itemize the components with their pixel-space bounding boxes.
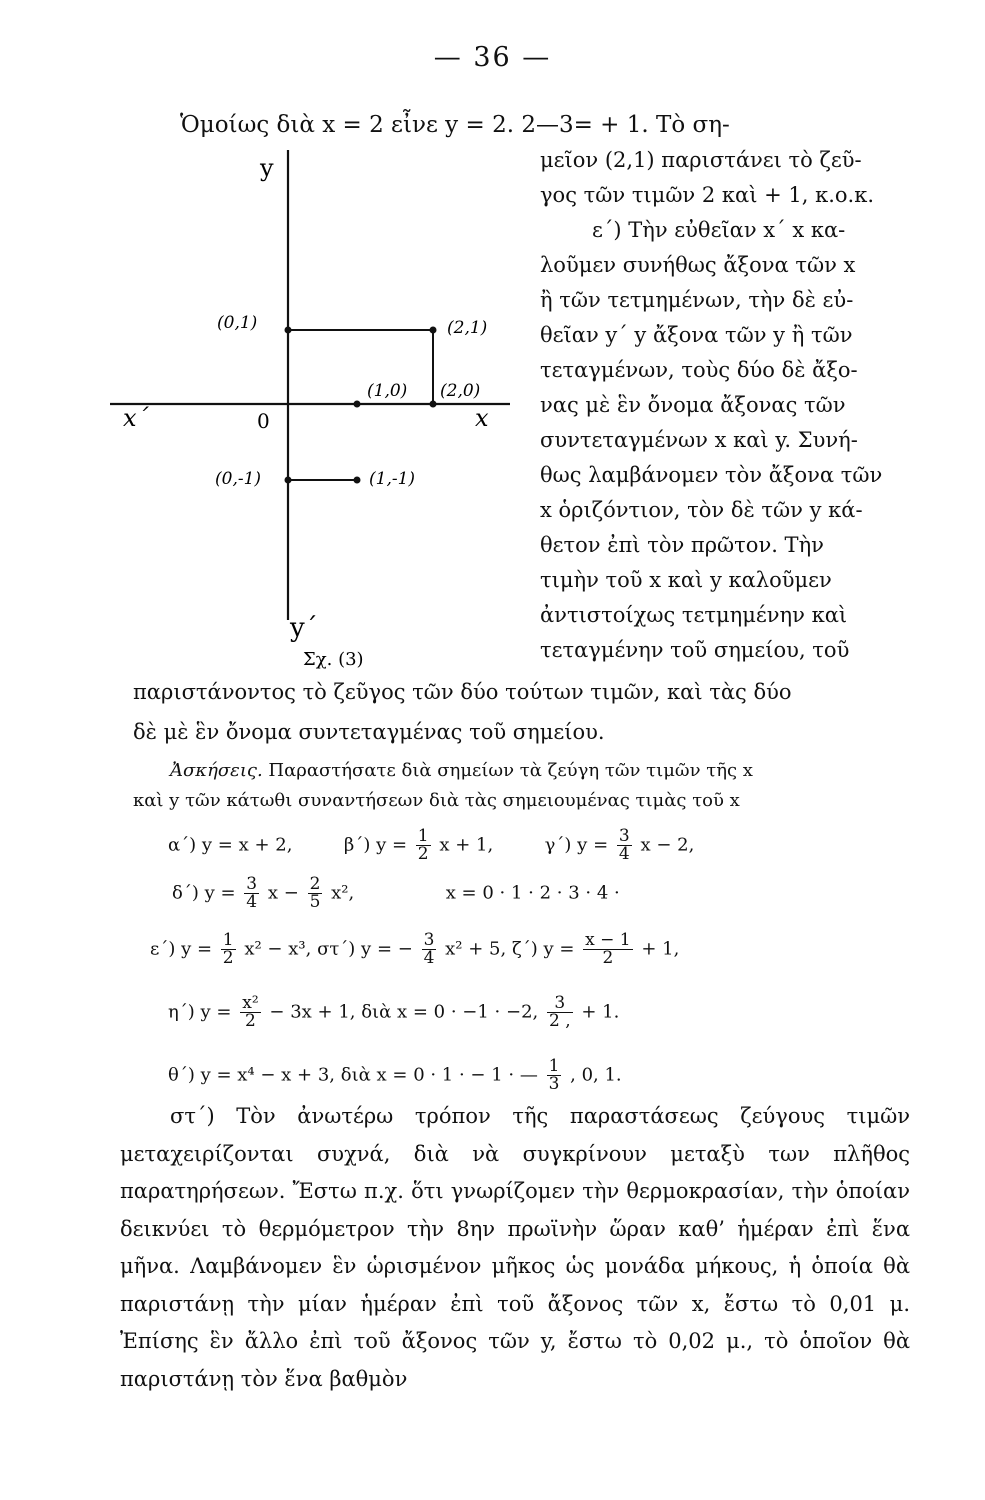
exercises-intro <box>170 760 753 781</box>
fraction: $\frac{3}{4}$ <box>246 874 258 912</box>
right-line: θεῖαν y΄ y ἄξονα τῶν y ἢ τῶν <box>540 323 853 347</box>
fraction: $\frac{2}{5}$ <box>309 874 321 912</box>
right-line: θετον ἐπὶ τὸν πρῶτον. Τὴν <box>540 533 824 557</box>
point-2-1 <box>430 327 437 334</box>
right-line: ἢ τῶν τετμημένων, τὴν δὲ εὐ- <box>540 288 854 312</box>
right-line: ἀντιστοίχως τετμημένην καὶ <box>540 603 848 627</box>
right-line: μεῖον (2,1) παριστάνει τὸ ζεῦ- <box>540 148 862 172</box>
bottom-paragraph-text: στ΄) Τὸν ἀνωτέρω τρόπον τῆς παραστάσεως ζεύγους τιμῶν μεταχειρίζονται συχνά, διὰ νὰ συγκρίνουν μεταξὺ των πλῆθος παρατηρήσεων. Ἔστω π.χ. ὅτι γνωρίζομεν τὴν θερμοκρασίαν, τὴν ὁποίαν δεικνύει τὸ θερμόμετρον τὴν 8ην πρωϊνὴν ὥραν καθ’ ἡμέραν ἐπὶ ἕνα μῆνα. Λαμβάνομεν ἓν ὡρισμένον μῆκος ὡς μονάδα μήκους, ἡ ὁποία θὰ παριστάνῃ τὴν μίαν ἡμέραν ἐπὶ τοῦ ἄξονος τῶν x, ἔστω τὸ 0,01 μ. Ἐπίσης ἓν ἄλλο ἐπὶ τοῦ ἄξονος τῶν y, ἔστω τὸ 0,02 μ., τὸ ὁποῖον θὰ παριστάνῃ τὸν ἕνα βαθμὸν <box>120 1104 910 1391</box>
figure-caption: Σχ. (3) <box>303 649 364 670</box>
point-label-1-m1: (1,-1) <box>369 469 416 489</box>
exercise-values: x = 0 · 1 · 2 · 3 · 4 · <box>445 882 620 904</box>
origin-label: 0 <box>257 409 270 433</box>
exercise-row-1: α΄) y = x + 2, β΄) y = $\frac{1}{2}$ x + 1, γ΄) y = $\frac{3}{4}$ x − 2, <box>168 826 695 864</box>
coordinate-figure <box>105 150 535 690</box>
right-column <box>540 143 920 668</box>
right-line: ε΄) Τὴν εὐθεῖαν x΄ x κα- <box>592 218 846 242</box>
fraction: $\frac{3}{2 ,}$ <box>548 993 571 1031</box>
fraction: $\frac{3}{4}$ <box>618 826 630 864</box>
exercise-row-5: θ΄) y = x⁴ − x + 3, διὰ x = 0 · 1 · − 1 · — $\frac{1}{3}$ , 0, 1. <box>168 1056 622 1094</box>
fraction: $\frac{x - 1}{2}$ <box>585 930 631 968</box>
exercise-c: γ΄) y = <box>544 834 609 856</box>
page-number: — 36 — <box>433 42 552 73</box>
exercise-a: α΄) y = x + 2, <box>168 834 293 856</box>
exercise-row-2: δ΄) y = $\frac{3}{4}$ x − $\frac{2}{5}$ x², x = 0 · 1 · 2 · 3 · 4 · <box>172 874 620 912</box>
x-axis-label: x <box>475 404 489 432</box>
right-line: συντεταγμένων x καὶ y. Συνή- <box>540 428 858 452</box>
exercise-row-4: η΄) y = $\frac{\text{x²}}{2}$ − 3x + 1, διὰ x = 0 · −1 · −2, $\frac{3}{2 ,}$ + 1. <box>168 993 620 1031</box>
bottom-paragraph <box>120 1098 910 1398</box>
point-label-0-m1: (0,-1) <box>215 469 262 489</box>
exercise-e: ε΄) y = <box>150 938 213 960</box>
right-line: τιμὴν τοῦ x καὶ y καλοῦμεν <box>540 568 832 592</box>
fraction: $\frac{1}{2}$ <box>417 826 429 864</box>
exercise-th: θ΄) y = x⁴ − x + 3, διὰ x = 0 · 1 · − 1 · — <box>168 1064 538 1086</box>
right-line: γος τῶν τιμῶν 2 καὶ + 1, κ.ο.κ. <box>540 183 875 207</box>
fraction: $\frac{1}{3}$ <box>548 1056 560 1094</box>
intro-line: Ὁμοίως διὰ x = 2 εἶνε y = 2. 2—3= + 1. Τὸ ση- <box>180 112 730 138</box>
point-label-2-1: (2,1) <box>447 318 488 338</box>
right-line: λοῦμεν συνήθως ἄξονα τῶν x <box>540 253 856 277</box>
point-2-0 <box>430 401 437 408</box>
fraction: $\frac{1}{2}$ <box>222 930 234 968</box>
right-line: x ὁριζόντιον, τὸν δὲ τῶν y κά- <box>540 498 863 522</box>
exercises-intro-1: Παραστήσατε διὰ σημείων τὰ ζεύγη τῶν τιμῶν τῆς x <box>268 760 753 781</box>
point-0-1 <box>285 327 292 334</box>
exercise-h: η΄) y = <box>168 1001 232 1023</box>
y-axis-label: y <box>260 154 274 182</box>
right-line: θως λαμβάνομεν τὸν ἄξονα τῶν <box>540 463 883 487</box>
right-line: νας μὲ ἓν ὄνομα ἄξονας τῶν <box>540 393 846 417</box>
full-line-1: παριστάνοντος τὸ ζεῦγος τῶν δύο τούτων τιμῶν, καὶ τὰς δύο <box>133 680 792 704</box>
point-label-1-0: (1,0) <box>367 381 408 401</box>
fraction: $\frac{3}{4}$ <box>423 930 435 968</box>
fraction: $\frac{\text{x²}}{2}$ <box>242 993 259 1031</box>
exercises-intro-2: καὶ y τῶν κάτωθι συναντήσεων διὰ τὰς σημειουμένας τιμὰς τοῦ x <box>133 790 740 811</box>
point-label-2-0: (2,0) <box>440 381 481 401</box>
y-prime-label: y΄ <box>290 613 318 643</box>
point-label-0-1: (0,1) <box>217 313 258 333</box>
right-line: τεταγμένην τοῦ σημείου, τοῦ <box>540 638 850 662</box>
exercise-d: δ΄) y = <box>172 882 236 904</box>
exercise-z: ζ΄) y = <box>511 938 575 960</box>
exercise-st: στ΄) y = − <box>317 938 413 960</box>
exercises-heading: Ἀσκήσεις. <box>170 760 263 781</box>
x-prime-label: x΄ <box>123 404 149 432</box>
point-1-m1 <box>354 477 361 484</box>
point-1-0 <box>354 401 361 408</box>
full-line-2: δὲ μὲ ἓν ὄνομα συντεταγμένας τοῦ σημείου. <box>133 720 605 744</box>
right-line: τεταγμένων, τοὺς δύο δὲ ἄξο- <box>540 358 858 382</box>
exercise-b: β΄) y = <box>343 834 408 856</box>
exercise-row-3: ε΄) y = $\frac{1}{2}$ x² − x³, στ΄) y = − $\frac{3}{4}$ x² + 5, ζ΄) y = $\frac{x - 1}{2}$ + 1, <box>150 930 680 968</box>
point-0-m1 <box>285 477 292 484</box>
